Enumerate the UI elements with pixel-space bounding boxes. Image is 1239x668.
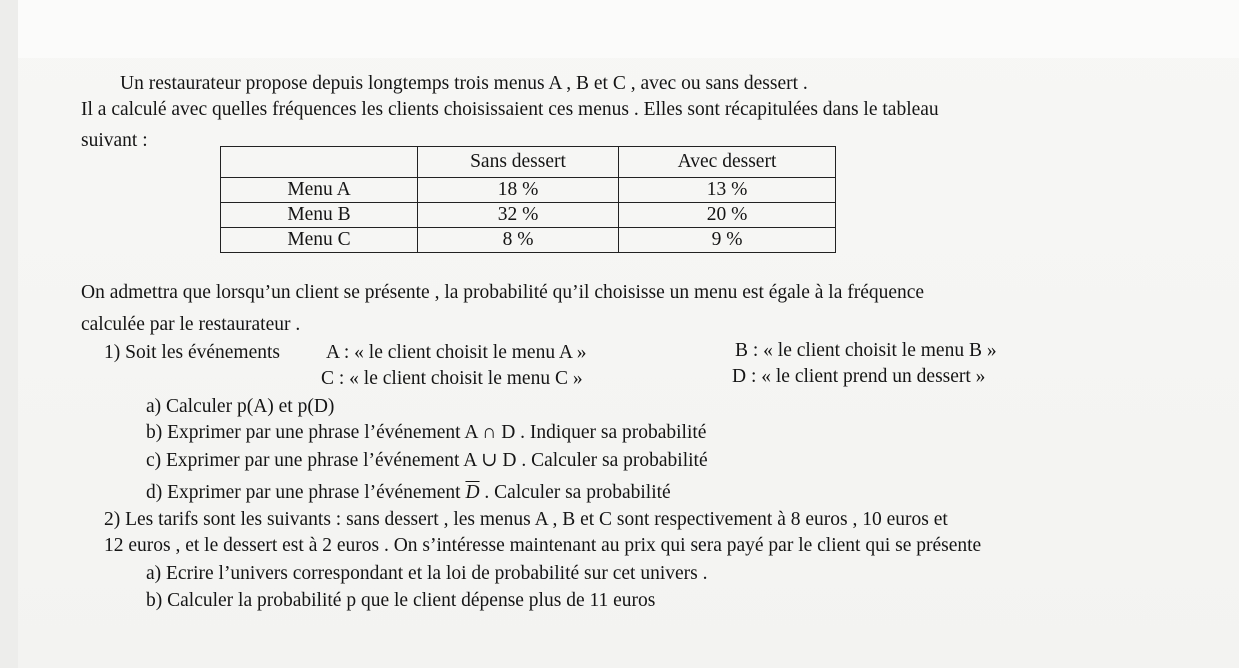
- q2-item-b: b) Calculer la probabilité p que le client dépense plus de 11 euros: [146, 590, 656, 611]
- table-header-cell: [221, 147, 418, 178]
- assumption-line-1: On admettra que lorsqu’un client se présente , la probabilité qu’il choisisse un menu est égale à la fréquence: [81, 282, 925, 303]
- intro-line-2: Il a calculé avec quelles fréquences les clients choisissaient ces menus . Elles sont récapitulées dans le tableau: [81, 99, 939, 120]
- table-cell: Menu C: [221, 228, 418, 253]
- q1-event-d: D : « le client prend un dessert »: [732, 366, 986, 387]
- q1-item-b: b) Exprimer par une phrase l’événement A ∩ D . Indiquer sa probabilité: [146, 422, 707, 443]
- assumption-line-2: calculée par le restaurateur .: [81, 314, 301, 335]
- intro-line-3: suivant :: [81, 130, 148, 151]
- table-row: [221, 178, 836, 203]
- table-header-row: [221, 147, 836, 178]
- table-cell: Menu A: [221, 178, 418, 203]
- table-cell: Menu B: [221, 203, 418, 228]
- scan-left-edge: [0, 0, 18, 668]
- q1-item-d: [146, 483, 671, 503]
- q1-label: 1) Soit les événements: [104, 342, 281, 363]
- q1-item-d-prefix: d) Exprimer par une phrase l’événement: [146, 482, 466, 503]
- table-cell: 9 %: [619, 228, 836, 253]
- table-cell: 18 %: [418, 178, 619, 203]
- table-cell: 32 %: [418, 203, 619, 228]
- top-margin: [0, 0, 1239, 58]
- q1-event-a: A : « le client choisit le menu A »: [326, 342, 587, 363]
- frequency-table: [220, 146, 836, 253]
- table-cell: 8 %: [418, 228, 619, 253]
- q2-line-2: 12 euros , et le dessert est à 2 euros . On s’intéresse maintenant au prix qui sera payé par le client qui se présente: [104, 535, 982, 556]
- table-row: [221, 228, 836, 253]
- intro-line-1: Un restaurateur propose depuis longtemps trois menus A , B et C , avec ou sans dessert .: [120, 73, 808, 94]
- d-complement-symbol: $\overline{D}$: [465, 482, 480, 503]
- table-cell: 20 %: [619, 203, 836, 228]
- table-cell: 13 %: [619, 178, 836, 203]
- table-row: [221, 203, 836, 228]
- q1-event-b: B : « le client choisit le menu B »: [735, 340, 997, 361]
- q1-item-a: a) Calculer p(A) et p(D): [146, 396, 335, 417]
- q2-line-1: 2) Les tarifs sont les suivants : sans dessert , les menus A , B et C sont respectivement à 8 euros , 10 euros et: [104, 509, 948, 530]
- q1-event-c: C : « le client choisit le menu C »: [321, 368, 583, 389]
- q2-item-a: a) Ecrire l’univers correspondant et la loi de probabilité sur cet univers .: [146, 563, 708, 584]
- table-header-cell: Avec dessert: [619, 147, 836, 178]
- q1-item-d-suffix: . Calculer sa probabilité: [484, 482, 671, 503]
- table-header-cell: Sans dessert: [418, 147, 619, 178]
- q1-item-c: c) Exprimer par une phrase l’événement A ∪ D . Calculer sa probabilité: [146, 450, 708, 471]
